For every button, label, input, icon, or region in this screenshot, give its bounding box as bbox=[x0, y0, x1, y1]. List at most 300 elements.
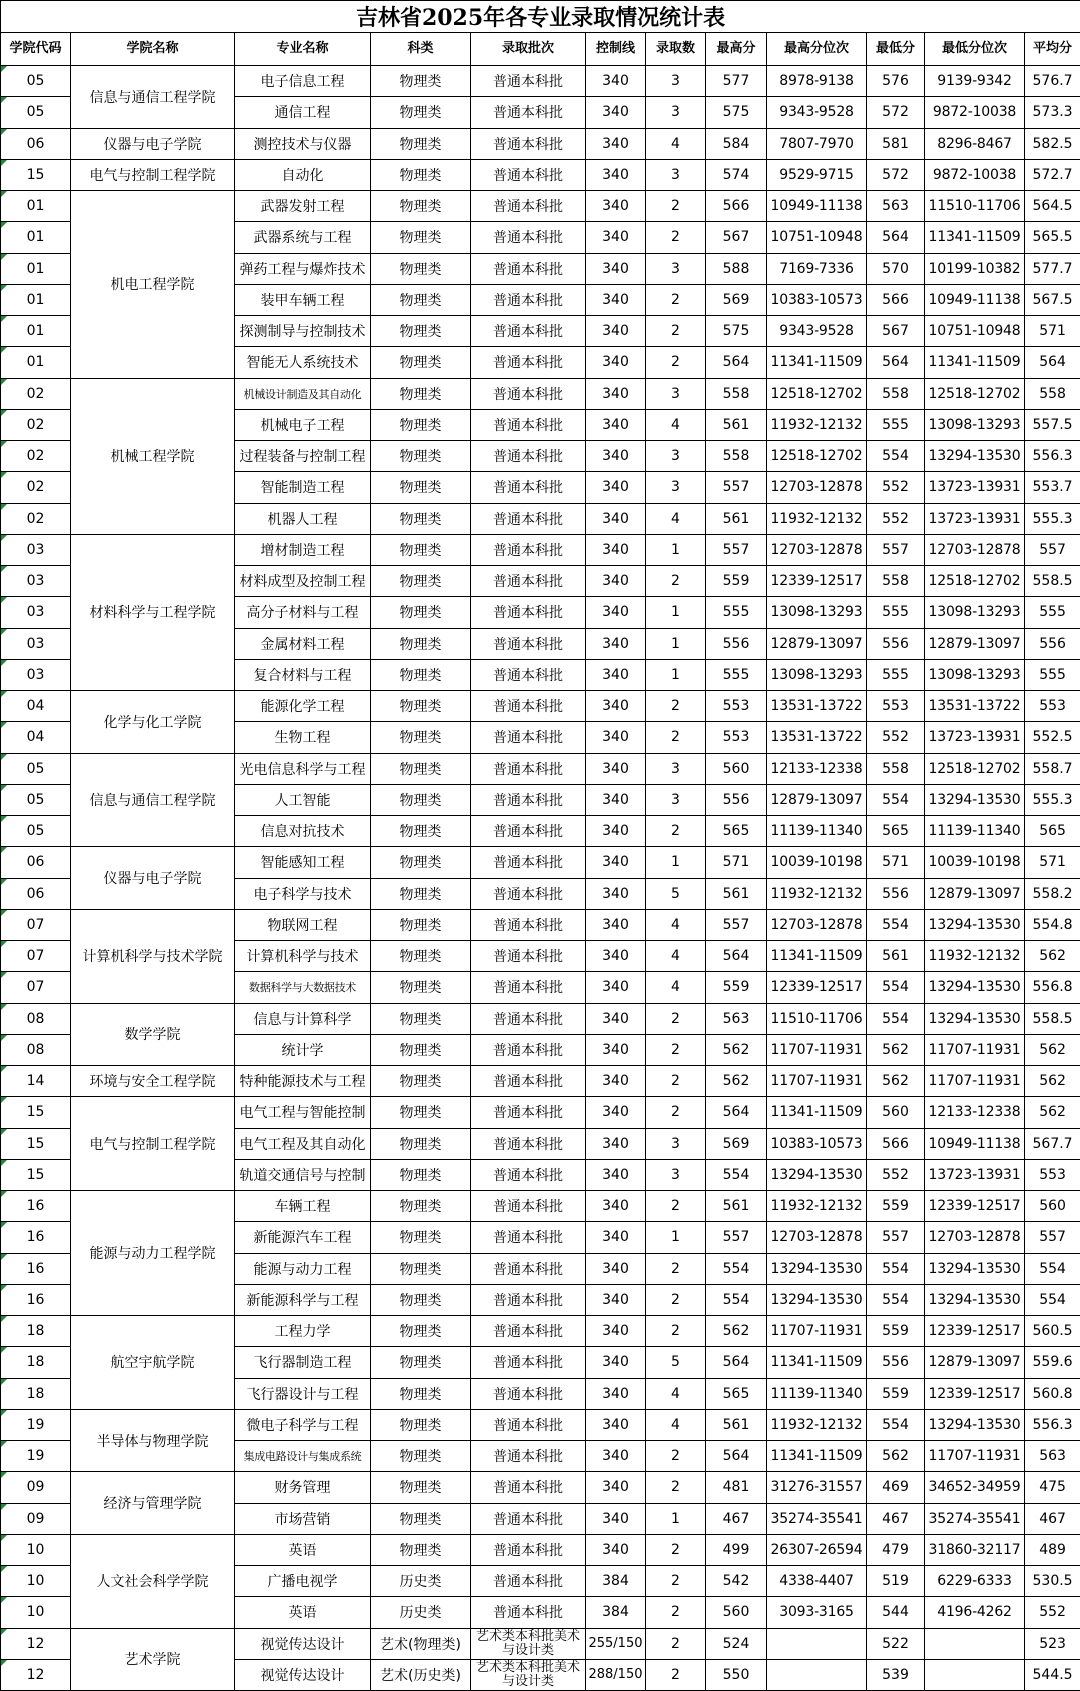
min-rank-cell: 13531-13722 bbox=[925, 691, 1025, 722]
college-code-cell: 03 bbox=[1, 659, 71, 690]
major-name-cell: 装甲车辆工程 bbox=[235, 284, 371, 315]
avg-score-cell: 558.7 bbox=[1025, 753, 1080, 784]
max-rank-cell: 11707-11931 bbox=[767, 1316, 867, 1347]
control-line-cell: 340 bbox=[586, 1441, 646, 1472]
batch-cell: 普通本科批 bbox=[471, 1159, 586, 1190]
min-score-cell: 559 bbox=[867, 1191, 925, 1222]
avg-score-cell: 556.8 bbox=[1025, 972, 1080, 1003]
table-row bbox=[1, 1534, 1080, 1565]
avg-score-cell: 557.5 bbox=[1025, 409, 1080, 440]
major-name-cell: 金属材料工程 bbox=[235, 628, 371, 659]
max-rank-cell: 12339-12517 bbox=[767, 566, 867, 597]
min-score-cell: 559 bbox=[867, 1316, 925, 1347]
avg-score-cell: 475 bbox=[1025, 1472, 1080, 1503]
max-score-cell: 557 bbox=[706, 472, 767, 503]
max-rank-cell: 11139-11340 bbox=[767, 1378, 867, 1409]
min-rank-cell: 13294-13530 bbox=[925, 441, 1025, 472]
avg-score-cell: 558.5 bbox=[1025, 566, 1080, 597]
avg-score-cell: 576.7 bbox=[1025, 66, 1080, 97]
batch-cell: 普通本科批 bbox=[471, 1566, 586, 1597]
min-score-cell: 567 bbox=[867, 316, 925, 347]
subject-type-cell: 物理类 bbox=[371, 128, 471, 159]
control-line-cell: 340 bbox=[586, 409, 646, 440]
subject-type-cell: 物理类 bbox=[371, 722, 471, 753]
college-code-cell: 04 bbox=[1, 691, 71, 722]
control-line-cell: 340 bbox=[586, 1316, 646, 1347]
max-score-cell: 560 bbox=[706, 753, 767, 784]
batch-cell: 普通本科批 bbox=[471, 534, 586, 565]
max-score-cell: 564 bbox=[706, 1097, 767, 1128]
min-rank-cell: 13294-13530 bbox=[925, 1003, 1025, 1034]
college-name-cell: 航空宇航学院 bbox=[71, 1316, 235, 1410]
major-name-cell: 复合材料与工程 bbox=[235, 659, 371, 690]
subject-type-cell: 物理类 bbox=[371, 1128, 471, 1159]
college-code-cell: 01 bbox=[1, 253, 71, 284]
admitted-count-cell: 2 bbox=[646, 1628, 706, 1659]
max-rank-cell: 13531-13722 bbox=[767, 722, 867, 753]
avg-score-cell: 573.3 bbox=[1025, 97, 1080, 128]
table-row bbox=[1, 1472, 1080, 1503]
batch-cell: 普通本科批 bbox=[471, 503, 586, 534]
min-rank-cell: 11139-11340 bbox=[925, 816, 1025, 847]
college-code-cell: 02 bbox=[1, 409, 71, 440]
max-score-cell: 565 bbox=[706, 816, 767, 847]
college-code-cell: 18 bbox=[1, 1316, 71, 1347]
min-rank-cell: 9139-9342 bbox=[925, 66, 1025, 97]
avg-score-cell: 565.5 bbox=[1025, 222, 1080, 253]
major-name-cell: 人工智能 bbox=[235, 784, 371, 815]
max-score-cell: 558 bbox=[706, 378, 767, 409]
min-rank-cell: 9872-10038 bbox=[925, 97, 1025, 128]
max-score-cell: 569 bbox=[706, 1128, 767, 1159]
control-line-cell: 340 bbox=[586, 722, 646, 753]
max-score-cell: 561 bbox=[706, 878, 767, 909]
college-code-cell: 05 bbox=[1, 816, 71, 847]
min-score-cell: 479 bbox=[867, 1534, 925, 1565]
max-score-cell: 542 bbox=[706, 1566, 767, 1597]
max-score-cell: 556 bbox=[706, 784, 767, 815]
batch-cell: 普通本科批 bbox=[471, 1597, 586, 1628]
control-line-cell: 340 bbox=[586, 159, 646, 190]
major-name-cell: 电气工程及其自动化 bbox=[235, 1128, 371, 1159]
max-rank-cell: 26307-26594 bbox=[767, 1534, 867, 1565]
admitted-count-cell: 4 bbox=[646, 1378, 706, 1409]
major-name-cell: 信息与计算科学 bbox=[235, 1003, 371, 1034]
avg-score-cell: 563 bbox=[1025, 1441, 1080, 1472]
batch-cell: 普通本科批 bbox=[471, 222, 586, 253]
batch-cell: 普通本科批 bbox=[471, 66, 586, 97]
subject-type-cell: 物理类 bbox=[371, 378, 471, 409]
subject-type-cell: 物理类 bbox=[371, 847, 471, 878]
subject-type-cell: 物理类 bbox=[371, 816, 471, 847]
min-score-cell: 559 bbox=[867, 1378, 925, 1409]
admitted-count-cell: 2 bbox=[646, 284, 706, 315]
min-score-cell: 555 bbox=[867, 597, 925, 628]
college-code-cell: 03 bbox=[1, 534, 71, 565]
college-code-cell: 05 bbox=[1, 97, 71, 128]
college-name-cell: 电气与控制工程学院 bbox=[71, 159, 235, 190]
min-rank-cell: 12518-12702 bbox=[925, 566, 1025, 597]
table-row bbox=[1, 1191, 1080, 1222]
admitted-count-cell: 3 bbox=[646, 784, 706, 815]
max-score-cell: 561 bbox=[706, 1191, 767, 1222]
admitted-count-cell: 3 bbox=[646, 66, 706, 97]
major-name-cell: 机械设计制造及其自动化 bbox=[235, 378, 371, 409]
admitted-count-cell: 4 bbox=[646, 909, 706, 940]
admitted-count-cell: 3 bbox=[646, 97, 706, 128]
admitted-count-cell: 2 bbox=[646, 1659, 706, 1690]
control-line-cell: 340 bbox=[586, 1222, 646, 1253]
subject-type-cell: 物理类 bbox=[371, 66, 471, 97]
admitted-count-cell: 2 bbox=[646, 316, 706, 347]
table-row bbox=[1, 691, 1080, 722]
avg-score-cell: 552 bbox=[1025, 1597, 1080, 1628]
table-row bbox=[1, 378, 1080, 409]
subject-type-cell: 物理类 bbox=[371, 1284, 471, 1315]
control-line-cell: 340 bbox=[586, 128, 646, 159]
control-line-cell: 384 bbox=[586, 1597, 646, 1628]
min-score-cell: 572 bbox=[867, 159, 925, 190]
admitted-count-cell: 4 bbox=[646, 941, 706, 972]
admitted-count-cell: 3 bbox=[646, 753, 706, 784]
avg-score-cell: 560.8 bbox=[1025, 1378, 1080, 1409]
max-score-cell: 571 bbox=[706, 847, 767, 878]
subject-type-cell: 物理类 bbox=[371, 878, 471, 909]
batch-cell: 普通本科批 bbox=[471, 1472, 586, 1503]
min-score-cell: 552 bbox=[867, 1159, 925, 1190]
max-rank-cell: 12879-13097 bbox=[767, 628, 867, 659]
max-score-cell: 564 bbox=[706, 1347, 767, 1378]
min-score-cell: 560 bbox=[867, 1097, 925, 1128]
control-line-cell: 340 bbox=[586, 1534, 646, 1565]
college-name-cell: 信息与通信工程学院 bbox=[71, 66, 235, 129]
max-score-cell: 557 bbox=[706, 909, 767, 940]
control-line-cell: 340 bbox=[586, 1097, 646, 1128]
max-rank-cell: 35274-35541 bbox=[767, 1503, 867, 1534]
college-code-cell: 10 bbox=[1, 1566, 71, 1597]
college-code-cell: 05 bbox=[1, 753, 71, 784]
control-line-cell: 288/150 bbox=[586, 1659, 646, 1690]
min-rank-cell: 13098-13293 bbox=[925, 659, 1025, 690]
max-rank-cell: 12518-12702 bbox=[767, 378, 867, 409]
college-code-cell: 10 bbox=[1, 1534, 71, 1565]
batch-cell: 普通本科批 bbox=[471, 472, 586, 503]
major-name-cell: 材料成型及控制工程 bbox=[235, 566, 371, 597]
min-score-cell: 554 bbox=[867, 909, 925, 940]
max-rank-cell: 11932-12132 bbox=[767, 1191, 867, 1222]
major-name-cell: 探测制导与控制技术 bbox=[235, 316, 371, 347]
major-name-cell: 视觉传达设计 bbox=[235, 1659, 371, 1690]
control-line-cell: 340 bbox=[586, 472, 646, 503]
max-score-cell: 564 bbox=[706, 1441, 767, 1472]
admitted-count-cell: 2 bbox=[646, 566, 706, 597]
college-code-cell: 19 bbox=[1, 1441, 71, 1472]
admitted-count-cell: 4 bbox=[646, 128, 706, 159]
admitted-count-cell: 2 bbox=[646, 222, 706, 253]
max-rank-cell: 11932-12132 bbox=[767, 503, 867, 534]
min-score-cell: 564 bbox=[867, 222, 925, 253]
min-score-cell: 561 bbox=[867, 941, 925, 972]
avg-score-cell: 554.8 bbox=[1025, 909, 1080, 940]
min-score-cell: 562 bbox=[867, 1066, 925, 1097]
batch-cell: 普通本科批 bbox=[471, 1034, 586, 1065]
admitted-count-cell: 2 bbox=[646, 1003, 706, 1034]
major-name-cell: 武器系统与工程 bbox=[235, 222, 371, 253]
min-score-cell: 558 bbox=[867, 753, 925, 784]
max-rank-cell: 12703-12878 bbox=[767, 472, 867, 503]
min-score-cell: 552 bbox=[867, 503, 925, 534]
control-line-cell: 340 bbox=[586, 441, 646, 472]
batch-cell: 艺术类本科批美术与设计类 bbox=[471, 1628, 586, 1659]
max-rank-cell: 12339-12517 bbox=[767, 972, 867, 1003]
control-line-cell: 340 bbox=[586, 1472, 646, 1503]
table-row bbox=[1, 753, 1080, 784]
max-rank-cell: 11707-11931 bbox=[767, 1034, 867, 1065]
college-code-cell: 15 bbox=[1, 159, 71, 190]
min-score-cell: 570 bbox=[867, 253, 925, 284]
max-score-cell: 554 bbox=[706, 1284, 767, 1315]
major-name-cell: 特种能源技术与工程 bbox=[235, 1066, 371, 1097]
max-score-cell: 567 bbox=[706, 222, 767, 253]
admitted-count-cell: 2 bbox=[646, 1316, 706, 1347]
max-score-cell: 575 bbox=[706, 316, 767, 347]
batch-cell: 普通本科批 bbox=[471, 941, 586, 972]
max-score-cell: 562 bbox=[706, 1034, 767, 1065]
max-score-cell: 556 bbox=[706, 628, 767, 659]
batch-cell: 普通本科批 bbox=[471, 691, 586, 722]
batch-cell: 普通本科批 bbox=[471, 1222, 586, 1253]
avg-score-cell: 560.5 bbox=[1025, 1316, 1080, 1347]
max-score-cell: 557 bbox=[706, 1222, 767, 1253]
min-rank-cell: 13294-13530 bbox=[925, 1253, 1025, 1284]
max-score-cell: 560 bbox=[706, 1597, 767, 1628]
college-code-cell: 16 bbox=[1, 1253, 71, 1284]
min-score-cell: 554 bbox=[867, 1284, 925, 1315]
control-line-cell: 340 bbox=[586, 66, 646, 97]
admitted-count-cell: 3 bbox=[646, 378, 706, 409]
avg-score-cell: 523 bbox=[1025, 1628, 1080, 1659]
batch-cell: 普通本科批 bbox=[471, 97, 586, 128]
table-row bbox=[1, 1003, 1080, 1034]
college-name-cell: 环境与安全工程学院 bbox=[71, 1066, 235, 1097]
college-code-cell: 16 bbox=[1, 1284, 71, 1315]
table-row bbox=[1, 909, 1080, 940]
major-name-cell: 飞行器设计与工程 bbox=[235, 1378, 371, 1409]
min-score-cell: 581 bbox=[867, 128, 925, 159]
min-score-cell: 522 bbox=[867, 1628, 925, 1659]
major-name-cell: 自动化 bbox=[235, 159, 371, 190]
college-code-cell: 03 bbox=[1, 597, 71, 628]
control-line-cell: 340 bbox=[586, 1409, 646, 1440]
batch-cell: 普通本科批 bbox=[471, 1128, 586, 1159]
avg-score-cell: 567.5 bbox=[1025, 284, 1080, 315]
max-rank-cell: 11932-12132 bbox=[767, 878, 867, 909]
subject-type-cell: 物理类 bbox=[371, 941, 471, 972]
avg-score-cell: 555 bbox=[1025, 659, 1080, 690]
max-rank-cell bbox=[767, 1659, 867, 1690]
header-college-code: 学院代码 bbox=[1, 33, 71, 66]
min-rank-cell: 12518-12702 bbox=[925, 753, 1025, 784]
header-batch: 录取批次 bbox=[471, 33, 586, 66]
min-rank-cell: 11341-11509 bbox=[925, 222, 1025, 253]
max-score-cell: 557 bbox=[706, 534, 767, 565]
control-line-cell: 384 bbox=[586, 1566, 646, 1597]
header-min-rank: 最低分位次 bbox=[925, 33, 1025, 66]
college-code-cell: 15 bbox=[1, 1159, 71, 1190]
admitted-count-cell: 2 bbox=[646, 1566, 706, 1597]
min-rank-cell: 8296-8467 bbox=[925, 128, 1025, 159]
max-rank-cell: 12703-12878 bbox=[767, 1222, 867, 1253]
batch-cell: 普通本科批 bbox=[471, 909, 586, 940]
min-rank-cell: 10751-10948 bbox=[925, 316, 1025, 347]
major-name-cell: 英语 bbox=[235, 1597, 371, 1628]
avg-score-cell: 558.2 bbox=[1025, 878, 1080, 909]
admitted-count-cell: 2 bbox=[646, 691, 706, 722]
subject-type-cell: 物理类 bbox=[371, 503, 471, 534]
batch-cell: 普通本科批 bbox=[471, 1284, 586, 1315]
subject-type-cell: 物理类 bbox=[371, 97, 471, 128]
subject-type-cell: 物理类 bbox=[371, 753, 471, 784]
min-score-cell: 566 bbox=[867, 1128, 925, 1159]
max-rank-cell bbox=[767, 1628, 867, 1659]
max-rank-cell: 4338-4407 bbox=[767, 1566, 867, 1597]
max-rank-cell: 13294-13530 bbox=[767, 1284, 867, 1315]
admitted-count-cell: 2 bbox=[646, 1253, 706, 1284]
college-code-cell: 09 bbox=[1, 1503, 71, 1534]
admitted-count-cell: 2 bbox=[646, 347, 706, 378]
max-score-cell: 575 bbox=[706, 97, 767, 128]
avg-score-cell: 556 bbox=[1025, 628, 1080, 659]
control-line-cell: 340 bbox=[586, 1347, 646, 1378]
min-score-cell: 554 bbox=[867, 1253, 925, 1284]
admitted-count-cell: 3 bbox=[646, 159, 706, 190]
max-rank-cell: 11932-12132 bbox=[767, 409, 867, 440]
major-name-cell: 机器人工程 bbox=[235, 503, 371, 534]
max-score-cell: 574 bbox=[706, 159, 767, 190]
min-score-cell: 572 bbox=[867, 97, 925, 128]
min-score-cell: 554 bbox=[867, 441, 925, 472]
max-rank-cell: 11932-12132 bbox=[767, 1409, 867, 1440]
control-line-cell: 340 bbox=[586, 253, 646, 284]
min-rank-cell: 13723-13931 bbox=[925, 503, 1025, 534]
major-name-cell: 电气工程与智能控制 bbox=[235, 1097, 371, 1128]
admitted-count-cell: 4 bbox=[646, 1409, 706, 1440]
avg-score-cell: 555.3 bbox=[1025, 503, 1080, 534]
major-name-cell: 能源化学工程 bbox=[235, 691, 371, 722]
college-code-cell: 06 bbox=[1, 128, 71, 159]
avg-score-cell: 577.7 bbox=[1025, 253, 1080, 284]
major-name-cell: 弹药工程与爆炸技术 bbox=[235, 253, 371, 284]
batch-cell: 普通本科批 bbox=[471, 253, 586, 284]
max-score-cell: 561 bbox=[706, 409, 767, 440]
subject-type-cell: 物理类 bbox=[371, 1253, 471, 1284]
min-rank-cell: 13294-13530 bbox=[925, 909, 1025, 940]
control-line-cell: 340 bbox=[586, 753, 646, 784]
control-line-cell: 340 bbox=[586, 816, 646, 847]
major-name-cell: 能源与动力工程 bbox=[235, 1253, 371, 1284]
control-line-cell: 340 bbox=[586, 1034, 646, 1065]
min-score-cell: 558 bbox=[867, 566, 925, 597]
college-code-cell: 02 bbox=[1, 503, 71, 534]
college-code-cell: 08 bbox=[1, 1034, 71, 1065]
college-code-cell: 19 bbox=[1, 1409, 71, 1440]
avg-score-cell: 557 bbox=[1025, 534, 1080, 565]
min-rank-cell: 12879-13097 bbox=[925, 628, 1025, 659]
avg-score-cell: 582.5 bbox=[1025, 128, 1080, 159]
subject-type-cell: 物理类 bbox=[371, 1409, 471, 1440]
major-name-cell: 计算机科学与技术 bbox=[235, 941, 371, 972]
min-score-cell: 564 bbox=[867, 347, 925, 378]
max-score-cell: 553 bbox=[706, 722, 767, 753]
subject-type-cell: 艺术(历史类) bbox=[371, 1659, 471, 1690]
college-code-cell: 10 bbox=[1, 1597, 71, 1628]
max-rank-cell: 12703-12878 bbox=[767, 909, 867, 940]
college-name-cell: 数学学院 bbox=[71, 1003, 235, 1066]
avg-score-cell: 555 bbox=[1025, 597, 1080, 628]
admitted-count-cell: 3 bbox=[646, 253, 706, 284]
min-rank-cell: 13294-13530 bbox=[925, 1284, 1025, 1315]
min-rank-cell: 11707-11931 bbox=[925, 1066, 1025, 1097]
avg-score-cell: 557 bbox=[1025, 1222, 1080, 1253]
college-code-cell: 07 bbox=[1, 972, 71, 1003]
avg-score-cell: 554 bbox=[1025, 1284, 1080, 1315]
admitted-count-cell: 2 bbox=[646, 191, 706, 222]
batch-cell: 普通本科批 bbox=[471, 1409, 586, 1440]
min-score-cell: 552 bbox=[867, 722, 925, 753]
admitted-count-cell: 2 bbox=[646, 1066, 706, 1097]
batch-cell: 普通本科批 bbox=[471, 1066, 586, 1097]
major-name-cell: 高分子材料与工程 bbox=[235, 597, 371, 628]
subject-type-cell: 物理类 bbox=[371, 1191, 471, 1222]
batch-cell: 普通本科批 bbox=[471, 191, 586, 222]
batch-cell: 普通本科批 bbox=[471, 1097, 586, 1128]
subject-type-cell: 物理类 bbox=[371, 1472, 471, 1503]
major-name-cell: 数据科学与大数据技术 bbox=[235, 972, 371, 1003]
min-rank-cell: 13723-13931 bbox=[925, 472, 1025, 503]
college-code-cell: 18 bbox=[1, 1378, 71, 1409]
major-name-cell: 信息对抗技术 bbox=[235, 816, 371, 847]
table-row bbox=[1, 1628, 1080, 1659]
admitted-count-cell: 2 bbox=[646, 722, 706, 753]
min-rank-cell: 12703-12878 bbox=[925, 534, 1025, 565]
admitted-count-cell: 2 bbox=[646, 1441, 706, 1472]
table-row bbox=[1, 1066, 1080, 1097]
subject-type-cell: 物理类 bbox=[371, 909, 471, 940]
avg-score-cell: 562 bbox=[1025, 941, 1080, 972]
major-name-cell: 广播电视学 bbox=[235, 1566, 371, 1597]
max-score-cell: 559 bbox=[706, 972, 767, 1003]
batch-cell: 普通本科批 bbox=[471, 1347, 586, 1378]
max-rank-cell: 10039-10198 bbox=[767, 847, 867, 878]
batch-cell: 普通本科批 bbox=[471, 284, 586, 315]
college-code-cell: 01 bbox=[1, 191, 71, 222]
college-code-cell: 02 bbox=[1, 441, 71, 472]
header-control-line: 控制线 bbox=[586, 33, 646, 66]
subject-type-cell: 物理类 bbox=[371, 1222, 471, 1253]
min-score-cell: 554 bbox=[867, 784, 925, 815]
subject-type-cell: 物理类 bbox=[371, 253, 471, 284]
table-body bbox=[1, 66, 1080, 1691]
college-code-cell: 07 bbox=[1, 909, 71, 940]
avg-score-cell: 562 bbox=[1025, 1066, 1080, 1097]
control-line-cell: 340 bbox=[586, 1253, 646, 1284]
subject-type-cell: 物理类 bbox=[371, 191, 471, 222]
table-row bbox=[1, 128, 1080, 159]
major-name-cell: 测控技术与仪器 bbox=[235, 128, 371, 159]
max-rank-cell: 9529-9715 bbox=[767, 159, 867, 190]
max-rank-cell: 11341-11509 bbox=[767, 347, 867, 378]
major-name-cell: 工程力学 bbox=[235, 1316, 371, 1347]
